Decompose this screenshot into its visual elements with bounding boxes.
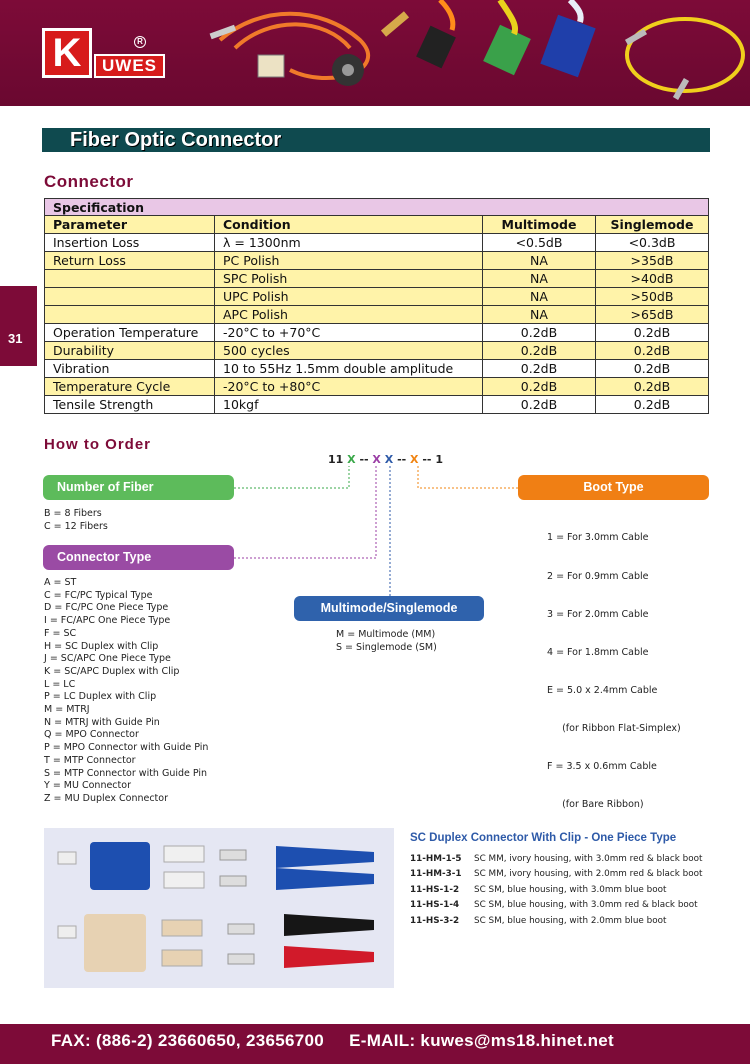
cell-singlemode: 0.2dB — [596, 360, 709, 378]
col-header-condition: Condition — [215, 216, 483, 234]
cell-multimode: NA — [483, 306, 596, 324]
cell-multimode: 0.2dB — [483, 360, 596, 378]
sc-duplex-title: SC Duplex Connector With Clip - One Piece Type — [410, 832, 677, 844]
connector-type-label: Connector Type — [43, 545, 234, 570]
cell-parameter: Operation Temperature — [45, 324, 215, 342]
cell-parameter: Return Loss — [45, 252, 215, 270]
cell-parameter: Tensile Strength — [45, 396, 215, 414]
mode-label: Multimode/Singlemode — [294, 596, 484, 621]
list-item: F = 3.5 x 0.6mm Cable — [547, 761, 657, 773]
sc-duplex-part-list — [410, 852, 702, 929]
list-item: C = 12 Fibers — [44, 520, 108, 532]
page-title: Fiber Optic Connector — [70, 129, 282, 151]
part-row — [410, 914, 702, 929]
cell-condition: -20°C to +70°C — [215, 324, 483, 342]
cell-singlemode: 0.2dB — [596, 324, 709, 342]
fiber-options-list — [44, 508, 108, 533]
list-item: (for Ribbon Flat-Simplex) — [547, 722, 681, 734]
list-item: T = MTP Connector — [44, 754, 136, 766]
connector-options-list — [44, 577, 208, 806]
list-item: I = FC/APC One Piece Type — [44, 615, 171, 627]
cell-multimode: 0.2dB — [483, 396, 596, 414]
list-item: 1 = For 3.0mm Cable — [547, 532, 649, 544]
sc-duplex-product-photo — [44, 828, 394, 988]
list-item: M = Multimode (MM) — [336, 629, 436, 640]
cell-singlemode: 0.2dB — [596, 342, 709, 360]
boot-options-list — [547, 507, 681, 825]
cell-singlemode: 0.2dB — [596, 378, 709, 396]
cell-condition: λ = 1300nm — [215, 234, 483, 252]
cell-condition: UPC Polish — [215, 288, 483, 306]
part-description: SC SM, blue housing, with 3.0mm blue boot — [474, 884, 667, 895]
table-caption: Specification — [45, 199, 709, 216]
part-number: 11-HM-1-5 — [410, 854, 462, 864]
contact-info: FAX: (886-2) 23660650, 23656700 E-MAIL: kuwes@ms18.hinet.net — [51, 1031, 615, 1050]
cell-singlemode: >40dB — [596, 270, 709, 288]
cell-condition: -20°C to +80°C — [215, 378, 483, 396]
part-number: 11-HS-1-2 — [410, 884, 460, 895]
cell-parameter: Insertion Loss — [45, 234, 215, 252]
list-item: N = MTRJ with Guide Pin — [44, 716, 160, 728]
list-item: C = FC/PC Typical Type — [44, 589, 153, 601]
page-number: 31 — [8, 331, 23, 346]
cell-multimode: 0.2dB — [483, 342, 596, 360]
list-item: Z = MU Duplex Connector — [44, 792, 169, 804]
part-number: 11-HS-1-4 — [410, 900, 460, 911]
list-item: Q = MPO Connector — [44, 729, 139, 741]
cell-singlemode: >35dB — [596, 252, 709, 270]
how-to-order-title: How to Order — [44, 436, 152, 453]
part-row — [410, 852, 702, 867]
col-header-parameter: Parameter — [45, 216, 215, 234]
cell-singlemode: >65dB — [596, 306, 709, 324]
list-item: S = Singlemode (SM) — [336, 641, 437, 653]
mode-options-list — [336, 629, 437, 654]
list-item: Y = MU Connector — [44, 780, 131, 792]
cell-parameter: Vibration — [45, 360, 215, 378]
list-item: A = ST — [44, 577, 77, 588]
order-code: 11 X -- X X -- X -- 1 — [328, 453, 443, 466]
section-title: Connector — [44, 172, 134, 191]
list-item: P = MPO Connector with Guide Pin — [44, 742, 209, 754]
number-of-fiber-label: Number of Fiber — [43, 475, 234, 500]
part-number: 11-HS-3-2 — [410, 915, 460, 926]
cell-condition: SPC Polish — [215, 270, 483, 288]
part-description: SC MM, ivory housing, with 2.0mm red & black boot — [474, 869, 703, 880]
part-description: SC SM, blue housing, with 3.0mm red & black boot — [474, 900, 698, 911]
cell-condition: APC Polish — [215, 306, 483, 324]
list-item: F = SC — [44, 627, 77, 639]
list-item: M = MTRJ — [44, 704, 90, 716]
cell-multimode: 0.2dB — [483, 324, 596, 342]
cell-multimode: 0.2dB — [483, 378, 596, 396]
cell-multimode: NA — [483, 252, 596, 270]
list-item: K = SC/APC Duplex with Clip — [44, 665, 180, 677]
part-description: SC MM, ivory housing, with 3.0mm red & black boot — [474, 854, 703, 864]
list-item: E = 5.0 x 2.4mm Cable — [547, 684, 658, 696]
list-item: S = MTP Connector with Guide Pin — [44, 767, 208, 779]
cell-multimode: <0.5dB — [483, 234, 596, 252]
list-item: B = 8 Fibers — [44, 508, 102, 519]
cell-parameter: Durability — [45, 342, 215, 360]
part-number: 11-HM-3-1 — [410, 869, 462, 880]
cell-singlemode: 0.2dB — [596, 396, 709, 414]
list-item: (for Bare Ribbon) — [547, 799, 644, 811]
part-description: SC SM, blue housing, with 2.0mm blue boot — [474, 915, 667, 926]
list-item: D = FC/PC One Piece Type — [44, 602, 169, 614]
part-row — [410, 898, 702, 913]
list-item: 3 = For 2.0mm Cable — [547, 608, 649, 620]
col-header-singlemode: Singlemode — [596, 216, 709, 234]
cell-condition: 500 cycles — [215, 342, 483, 360]
list-item: 4 = For 1.8mm Cable — [547, 646, 649, 658]
cell-condition: 10 to 55Hz 1.5mm double amplitude — [215, 360, 483, 378]
list-item: L = LC — [44, 678, 76, 690]
cell-condition: 10kgf — [215, 396, 483, 414]
boot-type-label: Boot Type — [518, 475, 709, 500]
list-item: 2 = For 0.9mm Cable — [547, 570, 649, 582]
cell-multimode: NA — [483, 288, 596, 306]
list-item: J = SC/APC One Piece Type — [44, 653, 171, 665]
cell-singlemode: >50dB — [596, 288, 709, 306]
cell-singlemode: <0.3dB — [596, 234, 709, 252]
cell-parameter: Temperature Cycle — [45, 378, 215, 396]
cell-multimode: NA — [483, 270, 596, 288]
kuwes-logo: K UWES R — [42, 28, 166, 84]
col-header-multimode: Multimode — [483, 216, 596, 234]
list-item: H = SC Duplex with Clip — [44, 640, 159, 652]
part-row — [410, 867, 702, 882]
part-row — [410, 883, 702, 898]
contact-footer — [0, 1024, 750, 1064]
cell-condition: PC Polish — [215, 252, 483, 270]
list-item: P = LC Duplex with Clip — [44, 691, 157, 703]
